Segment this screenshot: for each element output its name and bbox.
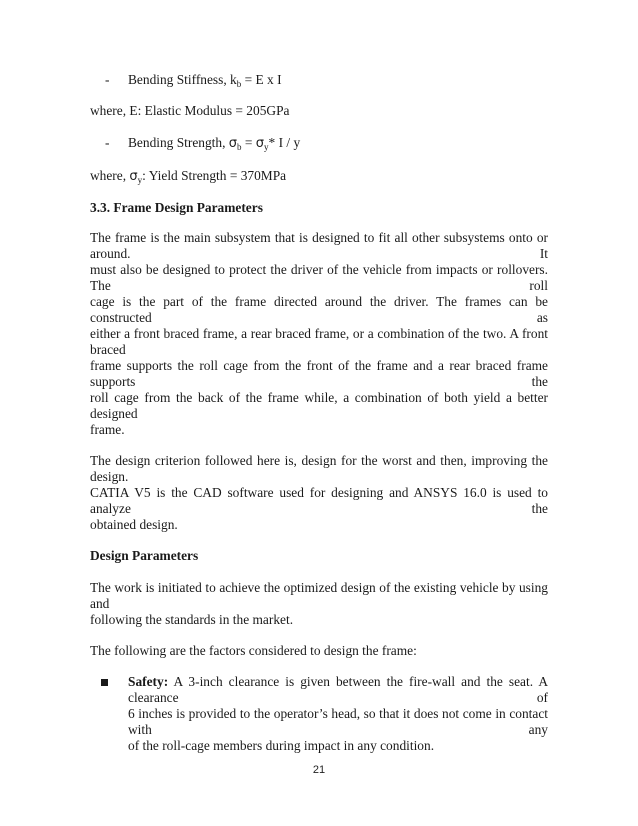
subsection-heading: Design Parameters	[90, 548, 199, 563]
safety-item: Safety: A 3-inch clearance is given between the fire-wall and the seat. A clearance of	[128, 674, 548, 705]
paragraph-line: The work is initiated to achieve the optimized design of the existing vehicle by using and	[90, 580, 548, 611]
factors-intro: The following are the factors considered to design the frame:	[90, 643, 417, 658]
paragraph-line: frame supports the roll cage from the front of the frame and a rear braced frame supports the	[90, 358, 548, 389]
paragraph-line: roll cage from the back of the frame while, a combination of both yield a better designed	[90, 390, 548, 421]
page-number: 21	[312, 764, 326, 776]
dash-bullet: -	[105, 135, 110, 150]
paragraph-line: frame.	[90, 422, 125, 437]
paragraph-line: either a front braced frame, a rear braced frame, or a combination of the two. A front braced	[90, 326, 548, 357]
elastic-modulus-note: where, E: Elastic Modulus = 205GPa	[90, 103, 290, 118]
square-bullet-icon	[101, 679, 108, 686]
paragraph-line: obtained design.	[90, 517, 178, 532]
bending-strength-formula: Bending Strength, $\sigma_b = \sigma_y*$ I / y	[128, 135, 301, 152]
bending-stiffness-formula: Bending Stiffness, $k_b = E$ x I	[128, 72, 282, 89]
paragraph-line: The frame is the main subsystem that is designed to fit all other subsystems onto or around. It	[90, 230, 548, 261]
paragraph-line: CATIA V5 is the CAD software used for designing and ANSYS 16.0 is used to analyze the	[90, 485, 548, 516]
safety-item-line: of the roll-cage members during impact in any condition.	[128, 738, 435, 753]
paragraph-line: must also be designed to protect the driver of the vehicle from impacts or rollovers. The roll	[90, 262, 548, 293]
paragraph-line: cage is the part of the frame directed around the driver. The frames can be constructed as	[90, 294, 548, 325]
paragraph-line: The design criterion followed here is, design for the worst and then, improving the design.	[90, 453, 548, 484]
yield-strength-note: where, $\sigma_y$: Yield Strength = 370MPa	[90, 168, 287, 185]
dash-bullet: -	[105, 72, 110, 87]
section-heading: 3.3. Frame Design Parameters	[90, 200, 263, 215]
paragraph-line: following the standards in the market.	[90, 612, 294, 627]
safety-item-line: 6 inches is provided to the operator’s head, so that it does not come in contact with any	[128, 706, 548, 737]
